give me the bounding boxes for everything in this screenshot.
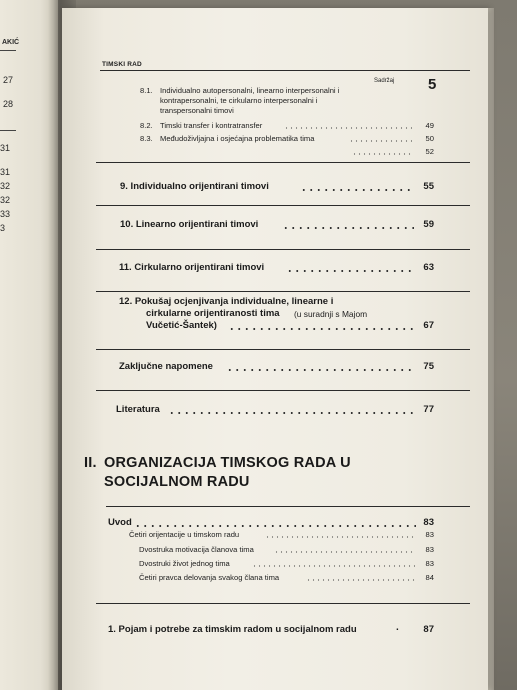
toc-subentry: Dvostruka motivacija članova tima <box>139 545 254 554</box>
toc-subentry: Dvostruki život jednog tima <box>139 559 230 568</box>
leader-dot: . <box>396 622 399 633</box>
chapter-page: 87 <box>423 624 434 635</box>
chapter-rule <box>96 205 470 206</box>
chapter-rule <box>106 506 470 507</box>
leader-dots <box>228 323 414 331</box>
toc-entry-text: Individualno autopersonalni, linearno interpersonalni i <box>160 86 340 95</box>
section-label: Sadržaj <box>374 78 395 84</box>
left-page-number: 31 <box>0 143 11 153</box>
left-page-number: 32 <box>0 195 11 205</box>
page-number: 5 <box>428 76 437 93</box>
leader-dots <box>134 520 416 528</box>
part-numeral: II. <box>84 455 97 471</box>
toc-page: 83 <box>425 530 434 539</box>
toc-subentry: Četiri orijentacije u timskom radu <box>129 530 240 539</box>
left-page-number: 33 <box>0 209 11 219</box>
chapter-title: Literatura <box>116 404 160 415</box>
left-page-number: 28 <box>3 99 14 109</box>
toc-entry-text: Timski transfer i kontratransfer <box>160 121 263 130</box>
chapter-rule <box>96 603 470 604</box>
running-title: TIMSKI RAD <box>102 61 142 68</box>
left-page-number: 27 <box>3 75 14 85</box>
left-page-number: 31 <box>0 167 11 177</box>
chapter-title: 9. Individualno orijentirani timovi <box>120 181 269 192</box>
chapter-page: 59 <box>423 219 434 230</box>
leader-dots <box>252 560 415 568</box>
chapter-title: 10. Linearno orijentirani timovi <box>120 219 259 230</box>
chapter-rule <box>96 249 470 250</box>
left-page-number: 32 <box>0 181 11 191</box>
part-title: SOCIJALNOM RADU <box>104 474 250 490</box>
chapter-note: (u suradnji s Majom <box>294 309 368 319</box>
contents-page <box>62 8 488 690</box>
toc-entry-text: transpersonalni timovi <box>160 106 234 115</box>
chapter-page: 77 <box>423 404 434 415</box>
left-page-rule <box>0 130 16 131</box>
toc-entry-number: 8.1. <box>140 86 153 95</box>
chapter-rule <box>96 291 470 292</box>
leader-dots <box>168 407 414 415</box>
toc-entry-number: 8.3. <box>140 134 153 143</box>
part-title: ORGANIZACIJA TIMSKOG RADA U <box>104 455 351 471</box>
toc-subentry: Četiri pravca delovanja svakog člana tima <box>139 573 280 582</box>
chapter-title: 1. Pojam i potrebe za timskim radom u socijalnom radu <box>108 624 357 635</box>
leader-dots <box>226 364 414 372</box>
chapter-rule <box>96 349 470 350</box>
toc-page: 50 <box>425 134 434 143</box>
chapter-title: Uvod <box>108 517 132 528</box>
chapter-page: 75 <box>423 361 434 372</box>
leader-dots <box>282 222 414 230</box>
toc-page: 83 <box>425 545 434 554</box>
chapter-title: Zaključne napomene <box>119 361 213 372</box>
toc-entry-text: Međudoživljajna i osjećajna problematika tima <box>160 134 315 143</box>
leader-dots <box>265 531 415 539</box>
chapter-page: 63 <box>423 262 434 273</box>
left-page-fragment: AKIĆ <box>2 39 20 46</box>
chapter-rule <box>96 390 470 391</box>
leader-dots <box>349 135 412 143</box>
toc-page: 52 <box>425 147 434 156</box>
chapter-page: 83 <box>423 517 434 528</box>
toc-entry-text: kontrapersonalni, te cirkularno interpersonalni i <box>160 96 318 105</box>
header-rule <box>100 70 470 71</box>
leader-dots <box>306 574 415 582</box>
toc-page: 49 <box>425 121 434 130</box>
left-page-number: 3 <box>0 223 6 233</box>
chapter-title: 11. Cirkularno orijentirani timovi <box>119 262 265 273</box>
chapter-page: 55 <box>423 181 434 192</box>
toc-page: 83 <box>425 559 434 568</box>
toc-entry-number: 8.2. <box>140 121 153 130</box>
leader-dots <box>274 546 415 554</box>
left-page-rule <box>0 50 16 51</box>
chapter-note: Vučetić-Šantek) <box>146 320 217 331</box>
chapter-title: cirkularne orijentiranosti tima <box>146 308 280 319</box>
chapter-page: 67 <box>423 320 434 331</box>
chapter-title: 12. Pokušaj ocjenjivanja individualne, linearne i <box>119 296 334 307</box>
toc-page: 84 <box>425 573 434 582</box>
chapter-rule <box>96 162 470 163</box>
leader-dots <box>286 265 414 273</box>
leader-dots <box>352 148 412 156</box>
leader-dots <box>300 184 414 192</box>
leader-dots <box>284 122 412 130</box>
